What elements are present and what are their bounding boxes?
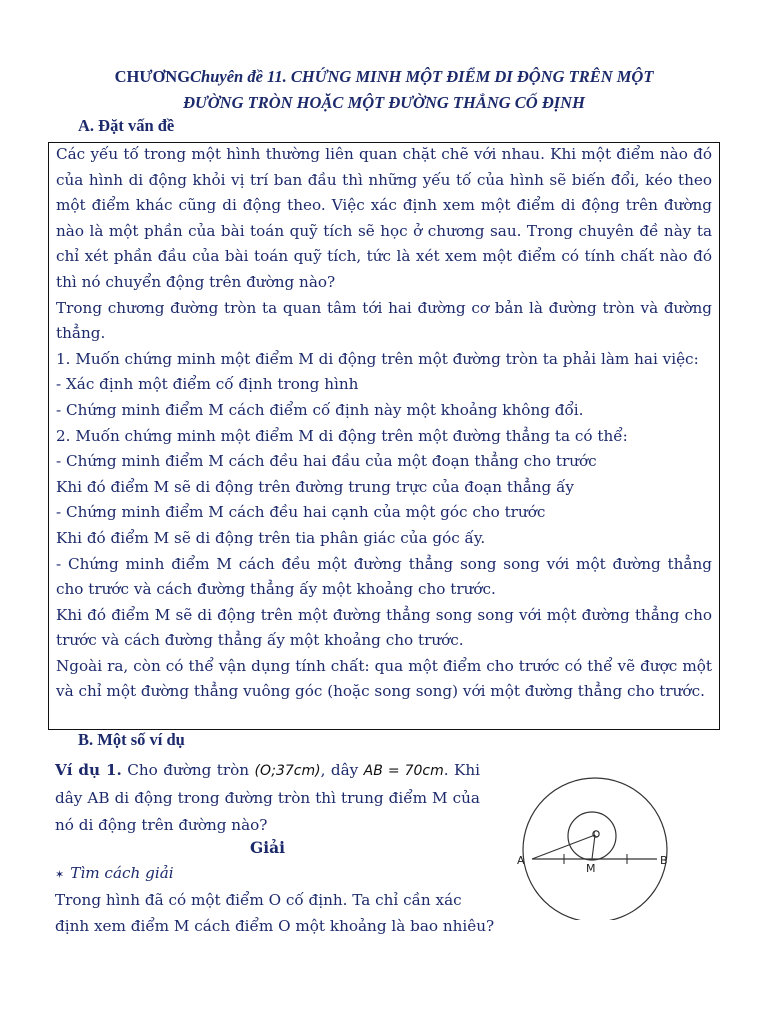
star-icon: ✶ (55, 868, 65, 881)
box-paragraph: Khi đó điểm M sẽ di động trên tia phân giác của góc ấy. (56, 528, 486, 547)
example-text-1: Cho đường tròn (121, 761, 255, 779)
section-b-heading: B. Một số ví dụ (78, 730, 185, 749)
hint-line (55, 864, 174, 882)
outer-circle (523, 778, 667, 920)
example-1 (55, 757, 480, 839)
section-a-heading: A. Đặt vấn đề (78, 116, 175, 135)
example-1-text (55, 757, 480, 839)
geometry-figure (510, 770, 685, 920)
box-paragraph: - Xác định một điểm cố định trong hình (56, 375, 359, 394)
solution-text (55, 887, 505, 939)
title-line-1 (40, 64, 728, 90)
box-paragraph: 2. Muốn chứng minh một điểm M di động trên một đường thẳng ta có thể: (56, 426, 628, 445)
box-paragraph: Khi đó điểm M sẽ di động trên đường trung trực của đoạn thẳng ấy (56, 477, 574, 496)
math-chord: AB = 70cm (363, 763, 444, 779)
box-paragraph: Trong chương đường tròn ta quan tâm tới hai đường cơ bản là đường tròn và đường thẳng. (56, 298, 712, 343)
math-circle: (O;37cm) (254, 763, 321, 779)
label-o: O (593, 830, 601, 840)
box-paragraph: 1. Muốn chứng minh một điểm M di động trên một đường tròn ta phải làm hai việc: (56, 349, 699, 368)
title-line-2: ĐƯỜNG TRÒN HOẶC MỘT ĐƯỜNG THẲNG CỐ ĐỊNH (183, 93, 585, 112)
solution-heading: Giải (250, 838, 286, 857)
example-text-3: . Khi dây AB di động trong đường tròn thì trung điểm M của nó di động trên đường nào? (55, 761, 481, 834)
box-paragraph: - Chứng minh điểm M cách đều hai đầu của một đoạn thẳng cho trước (56, 452, 597, 471)
box-paragraph: - Chứng minh điểm M cách đều một đường thẳng song song với một đường thẳng cho trước và cách đường thẳng ấy một khoảng cho trước. (56, 554, 712, 599)
title-lead: CHƯƠNG (114, 67, 191, 86)
solution-line: định xem điểm M cách điểm O một khoảng là bao nhiêu? (55, 917, 495, 935)
example-text-2: , dây (320, 761, 364, 779)
box-paragraph: Khi đó điểm M sẽ di động trên một đường thẳng song song với một đường thẳng cho trước và cách đường thẳng ấy một khoảng cho trước. (56, 605, 712, 650)
box-paragraph: - Chứng minh điểm M cách điểm cố định này một khoảng không đổi. (56, 400, 584, 419)
label-m: M (586, 862, 596, 875)
solution-line: Trong hình đã có một điểm O cố định. Ta chỉ cần xác (55, 891, 462, 909)
box-paragraph: Các yếu tố trong một hình thường liên quan chặt chẽ với nhau. Khi một điểm nào đó của hình di động khỏi vị trí ban đầu thì những yếu tố của hình sẽ biến đổi, kéo theo một điểm khác cũng di động theo. Việc xác định xem một điểm di động trên đường nào là một phần của bài toán quỹ tích sẽ học ở chương sau. Trong chuyên đề này ta chỉ xét phần đầu của bài toán quỹ tích, tức là xét xem một điểm có tính chất nào đó thì nó chuyển động trên đường nào? (56, 145, 712, 291)
label-b: B (660, 854, 668, 867)
hint-text: Tìm cách giải (70, 864, 174, 882)
box-paragraph: - Chứng minh điểm M cách đều hai cạnh của một góc cho trước (56, 503, 546, 522)
box-paragraph: Ngoài ra, còn có thể vận dụng tính chất: qua một điểm cho trước có thể vẽ được một và chỉ một đường thẳng vuông góc (hoặc song song) với một đường thẳng cho trước. (56, 656, 712, 701)
page-title (40, 64, 728, 116)
label-a: A (517, 854, 525, 867)
title-rest: Chuyên đề 11. CHỨNG MINH MỘT ĐIỂM DI ĐỘNG TRÊN MỘT (190, 67, 654, 86)
example-label: Ví dụ 1. (55, 761, 122, 779)
intro-box (48, 142, 720, 730)
